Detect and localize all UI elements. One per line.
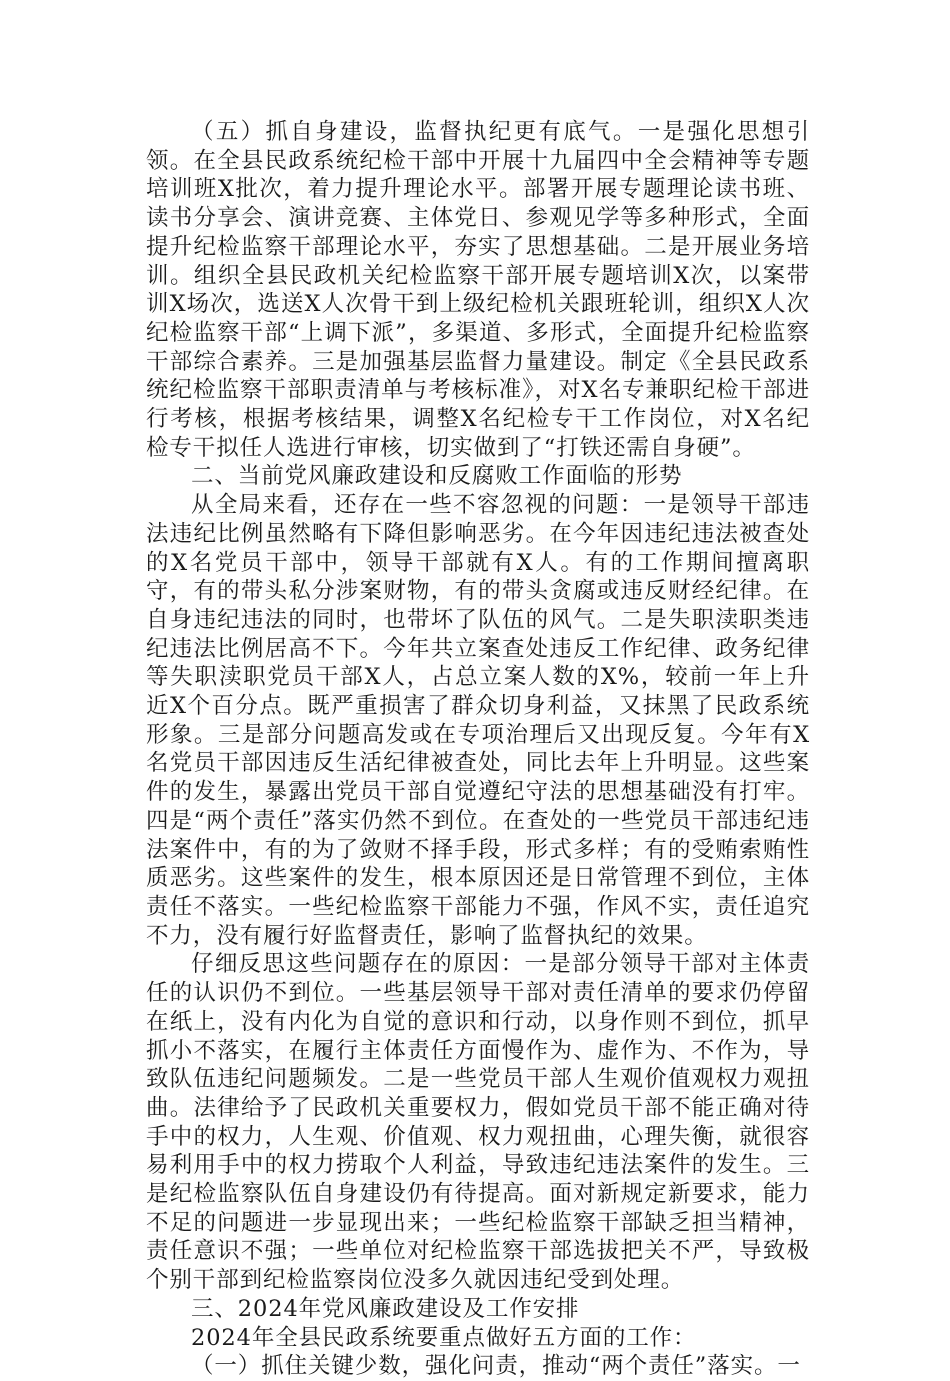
- paragraph-five-aspects-intro: 2024年全县民政系统要重点做好五方面的工作：: [191, 1324, 697, 1351]
- paragraph-key-minority: （一）抓住关键少数，强化问责，推动“两个责任”落实。一: [191, 1353, 801, 1380]
- section-heading-2024-plan: 三、2024年党风廉政建设及工作安排: [191, 1295, 580, 1322]
- section-heading-current-situation: 二、当前党风廉政建设和反腐败工作面临的形势: [191, 463, 683, 490]
- document-body: [146, 118, 810, 1381]
- paragraph-causes: 仔细反思这些问题存在的原因：一是部分领导干部对主体责任的认识仍不到位。一些基层领导干部对责任清单的要求仍停留在纸上，没有内化为自觉的意识和行动，以身作则不到位，抓早抓小不落实，在履行主体责任方面慢作为、虚作为、不作为，导致队伍违纪问题频发。二是一些党员干部人生观价值观权力观扭曲。法律给予了民政机关重要权力，假如党员干部不能正确对待手中的权力，人生观、价值观、权力观扭曲，心理失衡，就很容易利用手中的权力捞取个人利益，导致违纪违法案件的发生。三是纪检监察队伍自身建设仍有待提高。面对新规定新要求，能力不足的问题进一步显现出来；一些纪检监察干部缺乏担当精神，责任意识不强；一些单位对纪检监察干部选拔把关不严，导致极个别干部到纪检监察岗位没多久就因违纪受到处理。: [146, 951, 810, 1294]
- paragraph-self-building: （五）抓自身建设，监督执纪更有底气。一是强化思想引领。在全县民政系统纪检干部中开展十九届四中全会精神等专题培训班X批次，着力提升理论水平。部署开展专题理论读书班、读书分享会、演讲竞赛、主体党日、参观见学等多种形式，全面提升纪检监察干部理论水平，夯实了思想基础。二是开展业务培训。组织全县民政机关纪检监察干部开展专题培训X次，以案带训X场次，选送X人次骨干到上级纪检机关跟班轮训，组织X人次纪检监察干部“上调下派”，多渠道、多形式，全面提升纪检监察干部综合素养。三是加强基层监督力量建设。制定《全县民政系统纪检监察干部职责清单与考核标准》，对X名专兼职纪检干部进行考核，根据考核结果，调整X名纪检专干工作岗位，对X名纪检专干拟任人选进行审核，切实做到了“打铁还需自身硬”。: [146, 119, 810, 461]
- paragraph-problems: 从全局来看，还存在一些不容忽视的问题：一是领导干部违法违纪比例虽然略有下降但影响恶劣。在今年因违纪违法被查处的X名党员干部中，领导干部就有X人。有的工作期间擅离职守，有的带头私分涉案财物，有的带头贪腐或违反财经纪律。在自身违纪违法的同时，也带坏了队伍的风气。二是失职渎职类违纪违法比例居高不下。今年共立案查处违反工作纪律、政务纪律等失职渎职党员干部X人，占总立案人数的X%，较前一年上升近X个百分点。既严重损害了群众切身利益，又抹黑了民政系统形象。三是部分问题高发或在专项治理后又出现反复。今年有X名党员干部因违反生活纪律被查处，同比去年上升明显。这些案件的发生，暴露出党员干部自觉遵纪守法的思想基础没有打牢。四是“两个责任”落实仍然不到位。在查处的一些党员干部违纪违法案件中，有的为了敛财不择手段，形式多样；有的受贿索贿性质恶劣。这些案件的发生，根本原因还是日常管理不到位，主体责任不落实。一些纪检监察干部能力不强，作风不实，责任追究不力，没有履行好监督责任，影响了监督执纪的效果。: [146, 492, 810, 949]
